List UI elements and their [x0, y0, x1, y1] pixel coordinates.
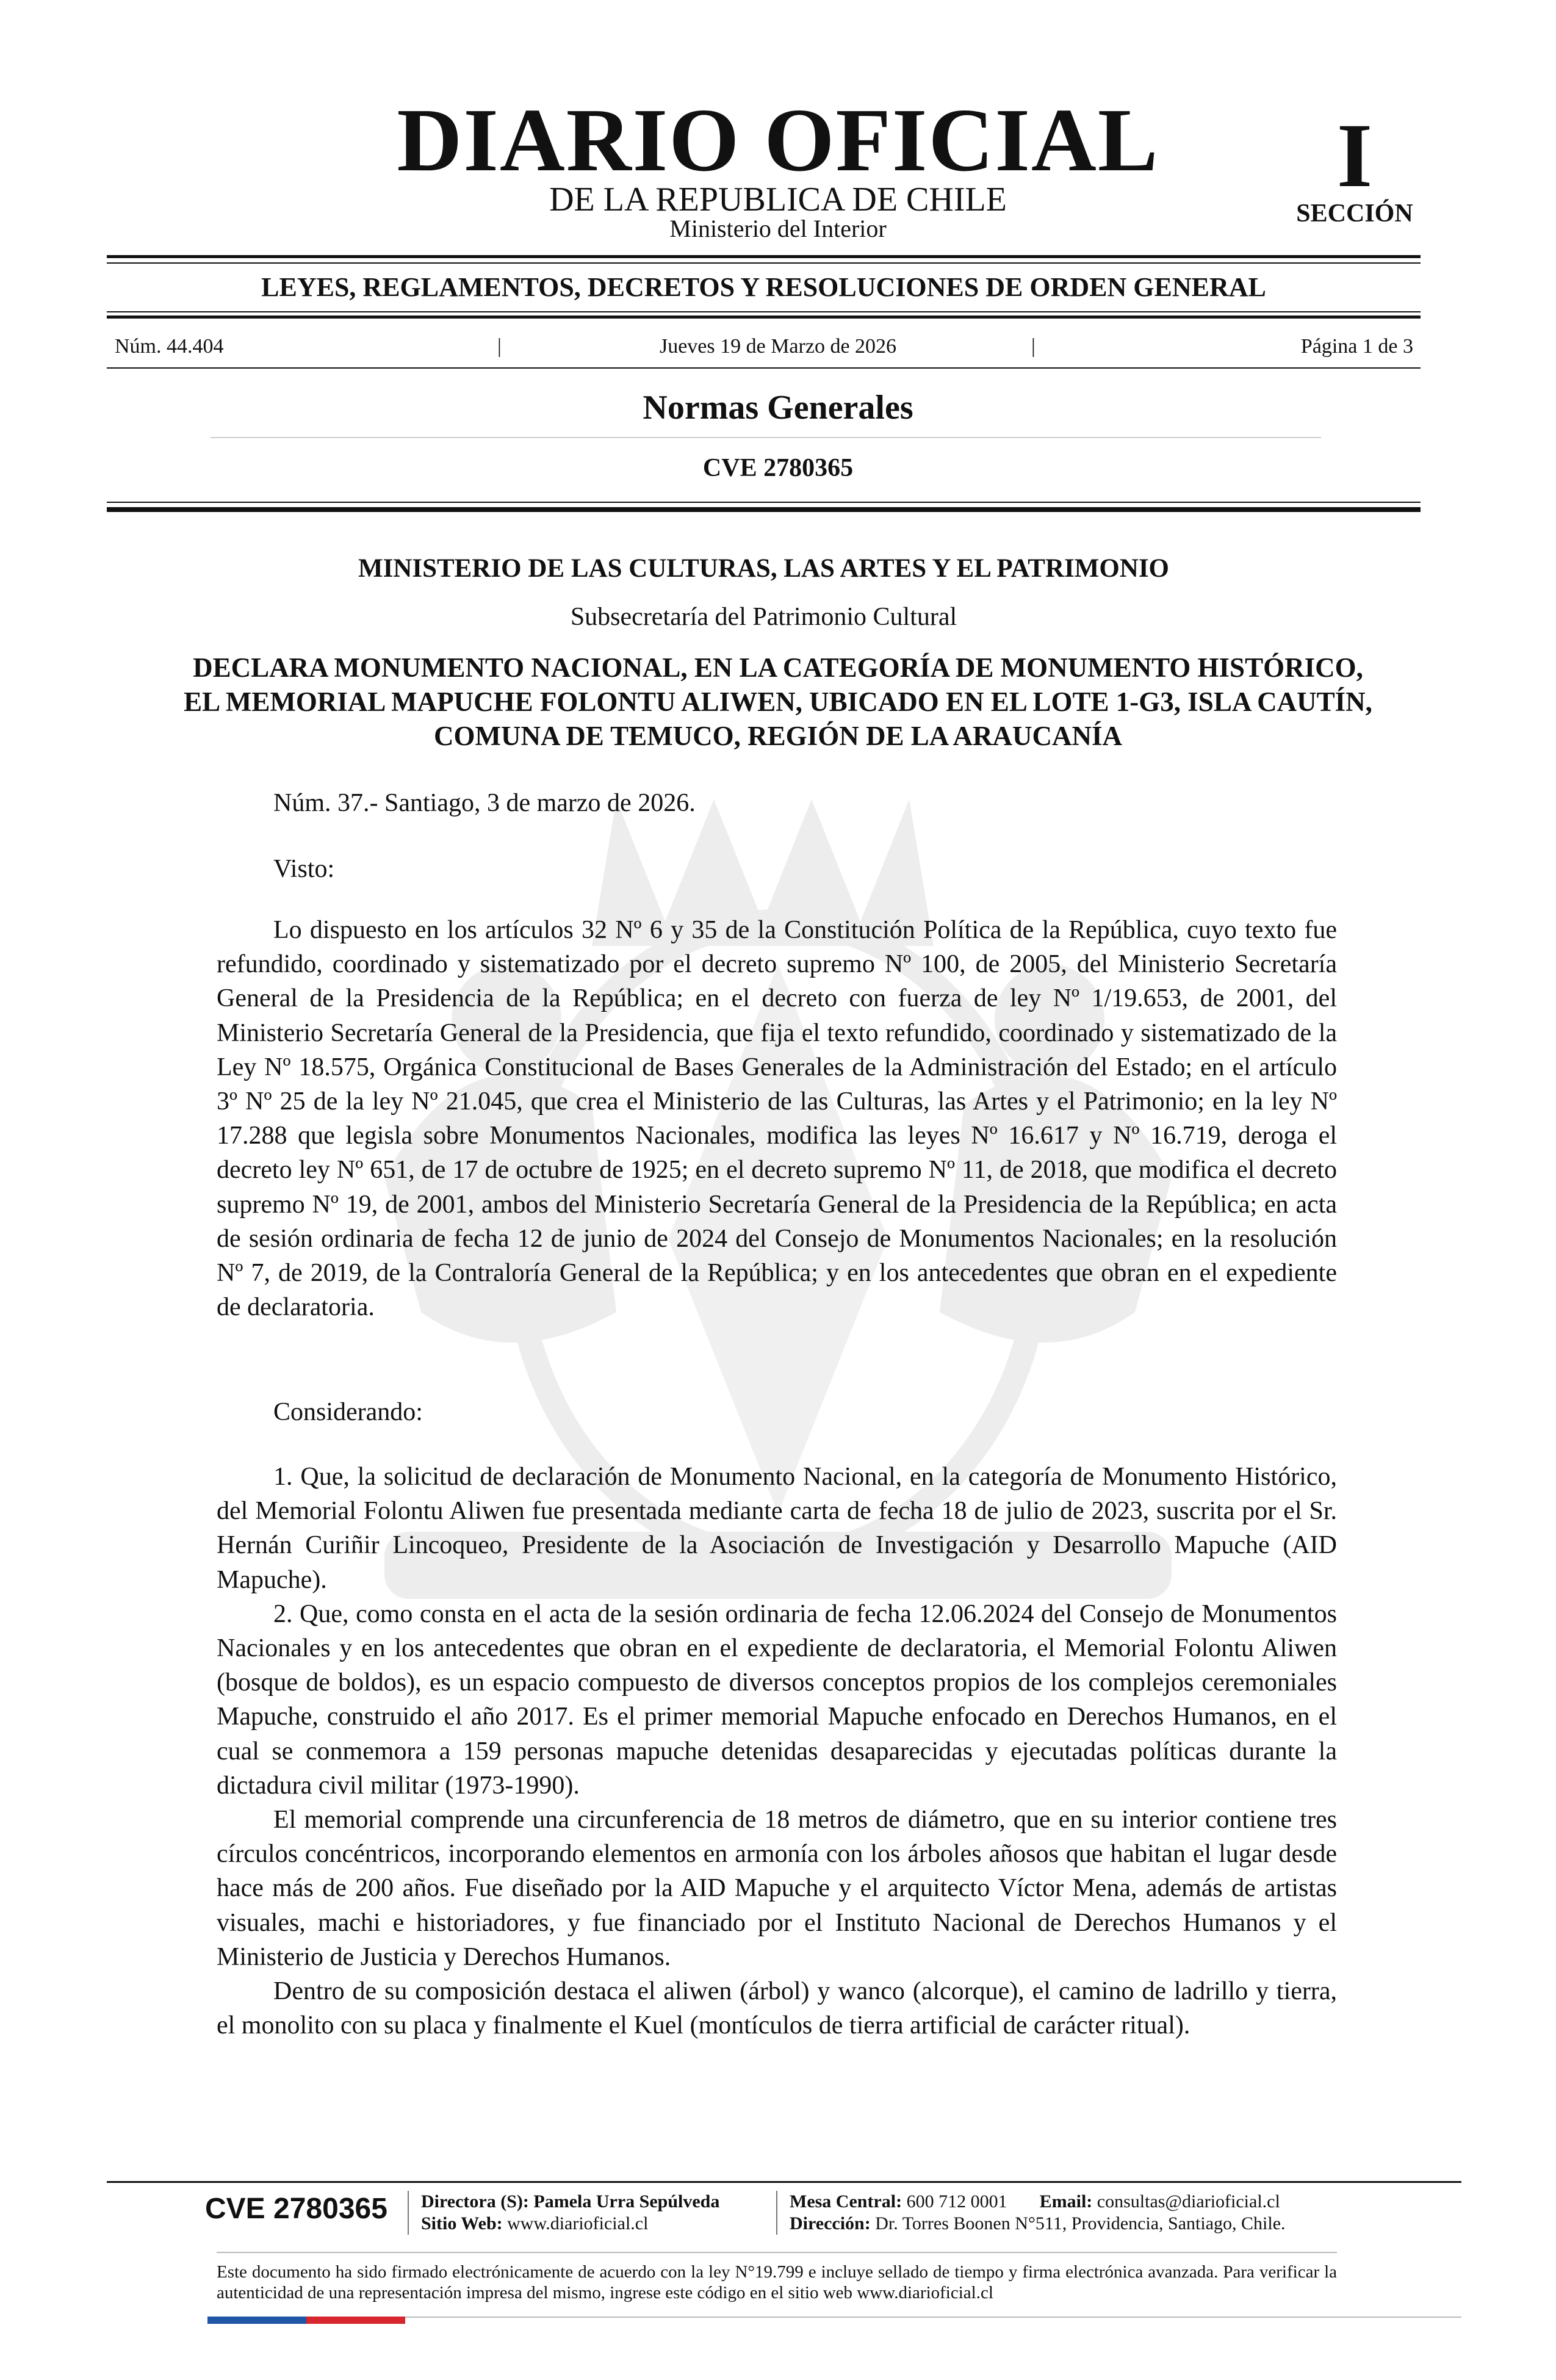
flag-stripe-red [306, 2317, 405, 2324]
masthead-ministry: Ministerio del Interior [669, 215, 887, 242]
category-rule-thick [107, 316, 1421, 319]
footer-rule [107, 2181, 1461, 2183]
ministry-heading: MINISTERIO DE LAS CULTURAS, LAS ARTES Y EL PATRIMONIO [358, 554, 1169, 583]
issue-date: Jueves 19 de Marzo de 2026 [659, 335, 897, 358]
considerando-heading: Considerando: [273, 1398, 423, 1426]
director-label: Directora (S): [421, 2191, 529, 2212]
header-rule-thick [107, 507, 1421, 512]
footer-director [421, 2191, 719, 2213]
masthead-rule-thin [107, 262, 1421, 264]
section-label: SECCIÓN [1296, 200, 1413, 228]
masthead-rule-thick [107, 255, 1421, 258]
category-rule-thin [107, 311, 1421, 312]
considerando-item-2: 2. Que, como consta en el acta de la sesión ordinaria de fecha 12.06.2024 del Consejo de Monumentos Nacionales y en los antecedentes que obran en el expediente de declaratoria, el Memorial Folontu Aliwen (bosque de boldos), es un espacio compuesto de diversos conceptos propios de los complejos ceremoniales Mapuche, construido el año 2017. Es el primer memorial Mapuche enfocado en Derechos Humanos, en el cual se conmemora a 159 personas mapuche detenidas desaparecidas y ejecutadas políticas durante la dictadura civil militar (1973-1990). [217, 1599, 1337, 1800]
footer-address [790, 2213, 1286, 2235]
masthead-subtitle: DE LA REPUBLICA DE CHILE [549, 181, 1007, 218]
address-text: Dr. Torres Boonen N°511, Providencia, Santiago, Chile. [875, 2213, 1286, 2234]
email-label: Email: [1039, 2191, 1093, 2212]
visto-text: Lo dispuesto en los artículos 32 Nº 6 y 35 de la Constitución Política de la República, cuyo texto fue refundido, coordinado y sistematizado por el decreto supremo Nº 100, de 2005, del Ministerio Secretaría General de la Presidencia de la República; en el decreto con fuerza de ley Nº 1/19.653, de 2001, del Ministerio Secretaría General de la Presidencia, que fija el texto refundido, coordinado y sistematizado de la Ley Nº 18.575, Orgánica Constitucional de Bases Generales de la Administración del Estado; en el artículo 3º Nº 25 de la ley Nº 21.045, que crea el Ministerio de las Culturas, las Artes y el Patrimonio; en la ley Nº 17.288 que legisla sobre Monumentos Nacionales, modifica las leyes Nº 16.617 y Nº 16.719, deroga el decreto ley Nº 651, de 17 de octubre de 1925; en el decreto supremo Nº 11, de 2018, que modifica el decreto supremo Nº 19, de 2001, ambos del Ministerio Secretaría General de la Presidencia de la República; en acta de sesión ordinaria de fecha 12 de junio de 2024 del Consejo de Monumentos Nacionales; en la resolución Nº 7, de 2019, de la Contraloría General de la República; y en los antecedentes que obran en el expediente de declaratoria. [217, 916, 1337, 1322]
footer-note-rule [217, 2252, 1337, 2253]
header-rule-thin [107, 502, 1421, 503]
flag-stripe-blue [207, 2317, 306, 2324]
footer-separator-1 [408, 2191, 409, 2235]
decree-title: DECLARA MONUMENTO NACIONAL, EN LA CATEGORÍA DE MONUMENTO HISTÓRICO, EL MEMORIAL MAPUCHE FOLONTU ALIWEN, UBICADO EN EL LOTE 1-G3, ISLA CAUTÍN, COMUNA DE TEMUCO, REGIÓN DE LA ARAUCANÍA [184, 652, 1372, 751]
masthead-title: DIARIO OFICIAL [397, 90, 1159, 190]
decree-number-line: Núm. 37.- Santiago, 3 de marzo de 2026. [273, 789, 696, 817]
footer-phone-email [790, 2191, 1280, 2213]
subsecretaria-heading: Subsecretaría del Patrimonio Cultural [570, 603, 957, 631]
footer-website [421, 2213, 648, 2235]
cve-code: CVE 2780365 [702, 454, 854, 482]
visto-heading: Visto: [273, 855, 335, 883]
considerando-item-3: El memorial comprende una circunferencia de 18 metros de diámetro, que en su interior contiene tres círculos concéntricos, incorporando elementos en armonía con los árboles añosos que habitan el lugar desde hace más de 200 años. Fue diseñado por la AID Mapuche y el arquitecto Víctor Mena, además de artistas visuales, machi e historiadores, y fue financiado por el Instituto Nacional de Derechos Humanos y el Ministerio de Justicia y Derechos Humanos. [217, 1806, 1337, 1971]
issue-separator-right: | [1031, 335, 1036, 358]
considerando-paragraphs [217, 1460, 1337, 2043]
issue-number: Núm. 44.404 [115, 335, 224, 358]
issue-separator-left: | [497, 335, 502, 358]
website-label: Sitio Web: [421, 2213, 503, 2234]
phone-number: 600 712 0001 [906, 2191, 1007, 2212]
email-link[interactable]: consultas@diarioficial.cl [1097, 2191, 1280, 2212]
category-heading: LEYES, REGLAMENTOS, DECRETOS Y RESOLUCIONES DE ORDEN GENERAL [261, 272, 1266, 302]
section-title-rule [211, 437, 1321, 438]
address-label: Dirección: [790, 2213, 871, 2234]
signature-note: Este documento ha sido firmado electrónicamente de acuerdo con la ley N°19.799 e incluye sellado de tiempo y firma electrónica avanzada. Para verificar la autenticidad de una representación impresa del mismo, ingrese este código en el sitio web www.diarioficial.cl [217, 2262, 1337, 2302]
issue-rule [107, 367, 1421, 369]
footer-separator-2 [776, 2191, 777, 2235]
website-link[interactable]: www.diarioficial.cl [507, 2213, 649, 2234]
considerando-item-1: 1. Que, la solicitud de declaración de Monumento Nacional, en la categoría de Monumento Histórico, del Memorial Folontu Aliwen fue presentada mediante carta de fecha 18 de julio de 2023, suscrita por el Sr. Hernán Curiñir Lincoqueo, Presidente de la Asociación de Investigación y Desarrollo Mapuche (AID Mapuche). [217, 1463, 1337, 1594]
director-name: Pamela Urra Sepúlveda [533, 2191, 720, 2212]
page-indicator: Página 1 de 3 [1300, 335, 1413, 358]
visto-paragraph [217, 913, 1337, 1324]
section-numeral: I [1336, 105, 1373, 206]
considerando-item-4: Dentro de su composición destaca el aliwen (árbol) y wanco (alcorque), el camino de ladrillo y tierra, el monolito con su placa y finalmente el Kuel (montículos de tierra artificial de carácter ritual). [217, 1977, 1337, 2040]
section-title: Normas Generales [643, 389, 913, 427]
footer-cve-code: CVE 2780365 [205, 2193, 387, 2225]
phone-label: Mesa Central: [790, 2191, 902, 2212]
